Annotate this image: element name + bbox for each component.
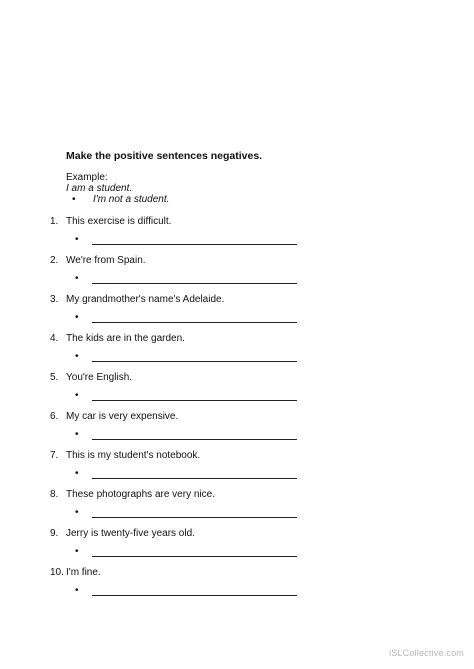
answer-line[interactable] xyxy=(92,478,297,479)
item-number: 7. xyxy=(50,450,59,461)
answer-line[interactable] xyxy=(92,517,297,518)
exercise-item xyxy=(50,333,320,372)
bullet-icon: • xyxy=(75,390,79,401)
exercise-item xyxy=(50,489,320,528)
worksheet-title: Make the positive sentences negatives. xyxy=(66,150,263,162)
exercise-item xyxy=(50,528,320,567)
answer-line[interactable] xyxy=(92,244,297,245)
exercise-item xyxy=(50,450,320,489)
exercise-item xyxy=(50,372,320,411)
answer-line[interactable] xyxy=(92,439,297,440)
item-number: 5. xyxy=(50,372,59,383)
bullet-icon: • xyxy=(75,351,79,362)
answer-line[interactable] xyxy=(92,361,297,362)
item-sentence: These photographs are very nice. xyxy=(66,489,215,500)
answer-row xyxy=(75,507,305,521)
bullet-icon: • xyxy=(75,429,79,440)
item-sentence: This exercise is difficult. xyxy=(66,216,172,227)
example-label: Example: xyxy=(66,172,108,183)
bullet-icon: • xyxy=(75,234,79,245)
answer-row xyxy=(75,390,305,404)
answer-line[interactable] xyxy=(92,556,297,557)
example-answer xyxy=(72,194,169,205)
bullet-icon: • xyxy=(75,507,79,518)
item-sentence: My car is very expensive. xyxy=(66,411,179,422)
answer-row xyxy=(75,312,305,326)
exercise-item xyxy=(50,216,320,255)
answer-line[interactable] xyxy=(92,400,297,401)
item-sentence: My grandmother's name's Adelaide. xyxy=(66,294,225,305)
bullet-icon: • xyxy=(75,273,79,284)
item-sentence: This is my student's notebook. xyxy=(66,450,201,461)
item-sentence: We're from Spain. xyxy=(66,255,146,266)
answer-row xyxy=(75,234,305,248)
answer-line[interactable] xyxy=(92,322,297,323)
exercise-item xyxy=(50,411,320,450)
watermark: iSLCollective.com xyxy=(389,648,464,658)
item-sentence: I'm fine. xyxy=(66,567,101,578)
item-number: 10. xyxy=(50,567,64,578)
exercise-item xyxy=(50,255,320,294)
example-answer-text: I'm not a student. xyxy=(93,194,170,205)
item-number: 6. xyxy=(50,411,59,422)
item-number: 8. xyxy=(50,489,59,500)
item-number: 4. xyxy=(50,333,59,344)
exercise-list xyxy=(50,216,320,606)
answer-row xyxy=(75,273,305,287)
answer-row xyxy=(75,546,305,560)
bullet-icon: • xyxy=(75,546,79,557)
answer-line[interactable] xyxy=(92,283,297,284)
answer-row xyxy=(75,429,305,443)
answer-row xyxy=(75,468,305,482)
bullet-icon: • xyxy=(72,194,76,205)
example-sentence: I am a student. xyxy=(66,183,133,194)
item-number: 3. xyxy=(50,294,59,305)
exercise-item xyxy=(50,567,320,606)
answer-row xyxy=(75,585,305,599)
item-sentence: You're English. xyxy=(66,372,133,383)
bullet-icon: • xyxy=(75,585,79,596)
item-number: 9. xyxy=(50,528,59,539)
answer-line[interactable] xyxy=(92,595,297,596)
exercise-item xyxy=(50,294,320,333)
item-sentence: The kids are in the garden. xyxy=(66,333,185,344)
item-sentence: Jerry is twenty-five years old. xyxy=(66,528,195,539)
bullet-icon: • xyxy=(75,468,79,479)
item-number: 1. xyxy=(50,216,59,227)
item-number: 2. xyxy=(50,255,59,266)
answer-row xyxy=(75,351,305,365)
bullet-icon: • xyxy=(75,312,79,323)
